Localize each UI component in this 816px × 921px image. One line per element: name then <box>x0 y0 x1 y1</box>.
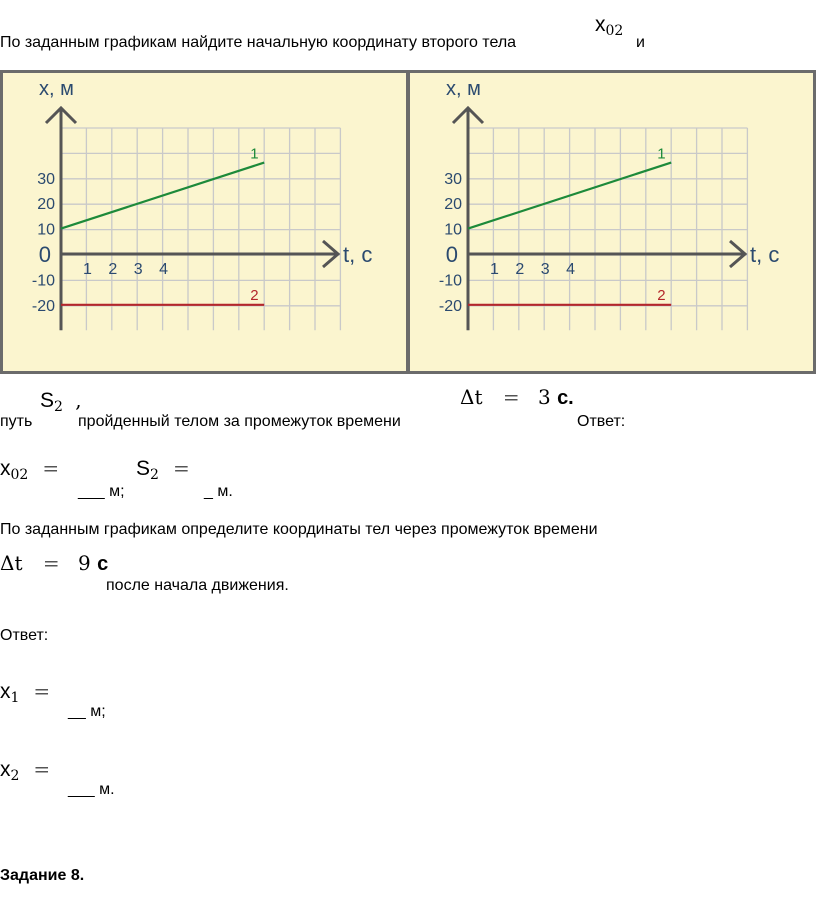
ans-s2-eq: = <box>172 456 190 480</box>
x-tick-label: 1 <box>82 261 92 278</box>
x-tick-label: 4 <box>159 261 169 278</box>
y-tick-label: 30 <box>444 170 462 188</box>
series-label-2: 2 <box>250 286 259 304</box>
x1-sub: 1 <box>10 690 20 706</box>
x1-formula <box>0 679 50 706</box>
path-text: пройденный телом за промежуток времени <box>78 413 401 430</box>
dt-symbol: Δt <box>460 385 483 409</box>
x2-blank[interactable]: ___ м. <box>68 781 115 798</box>
dt9-unit: с <box>97 553 109 575</box>
ans-x02-formula <box>0 456 59 483</box>
s2-formula <box>40 388 82 415</box>
x1-var: x <box>0 680 11 703</box>
x1-eq: = <box>33 679 51 703</box>
ans-s2-blank[interactable]: _ м. <box>204 483 233 500</box>
graph-left <box>3 73 406 371</box>
dt9-eq: = <box>42 551 60 575</box>
x-tick-label: 2 <box>108 261 118 278</box>
y-tick-label: -10 <box>438 272 462 290</box>
s2-var: S <box>40 389 55 412</box>
answer-label-1: Ответ: <box>577 413 626 430</box>
ans-s2-var: S <box>136 457 151 480</box>
dt9-formula <box>0 551 108 576</box>
ans-s2-sub: 2 <box>150 467 159 483</box>
ans-x02-blank[interactable]: ___ м; <box>78 483 125 500</box>
series-label-1: 1 <box>657 145 666 163</box>
next-question-line: По заданным графикам определите координаты тел через промежуток времени <box>0 521 598 538</box>
y-tick-label: 10 <box>444 221 462 239</box>
x2-formula <box>0 757 50 784</box>
and-word: и <box>636 34 645 51</box>
x02-var: x <box>595 13 606 36</box>
dt-formula <box>460 385 574 410</box>
y-tick-label: -10 <box>31 272 55 290</box>
x-axis-label: t, c <box>343 242 373 267</box>
x2-var: x <box>0 758 11 781</box>
y-tick-label: 10 <box>37 221 55 239</box>
y-axis-label: x, м <box>446 78 481 100</box>
y-axis-label: x, м <box>39 78 74 100</box>
series-label-1: 1 <box>250 145 259 163</box>
x-axis-label: t, c <box>750 242 780 267</box>
s2-sub: 2 <box>54 399 63 415</box>
series-label-2: 2 <box>657 286 666 304</box>
y-tick-label: 20 <box>444 196 462 214</box>
y-tick-label: 0 <box>38 242 51 267</box>
x-tick-label: 3 <box>540 261 550 278</box>
dt-eq: = <box>502 385 520 409</box>
task-question-line1: По заданным графикам найдите начальную координату второго тела <box>0 34 517 51</box>
dt-value: 3 <box>537 385 551 409</box>
x-tick-label: 2 <box>515 261 525 278</box>
x1-blank[interactable]: __ м; <box>68 703 106 720</box>
x2-eq: = <box>33 757 51 781</box>
task8-title: Задание 8. <box>0 867 85 884</box>
x-tick-label: 3 <box>133 261 143 278</box>
ans-s2-formula <box>136 456 190 483</box>
ans-x02-var: x <box>0 457 11 480</box>
x02-formula <box>595 12 623 39</box>
s2-comma: , <box>75 388 82 412</box>
y-tick-label: 0 <box>445 242 458 267</box>
ans-x02-sub: 02 <box>10 467 29 483</box>
put-word: путь <box>0 413 33 430</box>
x02-sub: 02 <box>605 23 624 39</box>
ans-x02-eq: = <box>42 456 60 480</box>
x-tick-label: 4 <box>566 261 576 278</box>
after-text: после начала движения. <box>106 577 289 594</box>
y-tick-label: 20 <box>37 196 55 214</box>
x-tick-label: 1 <box>489 261 499 278</box>
dt9-symbol: Δt <box>0 551 23 575</box>
y-tick-label: -20 <box>438 297 462 315</box>
x2-sub: 2 <box>10 768 20 784</box>
dt9-value: 9 <box>77 551 91 575</box>
y-tick-label: -20 <box>31 297 55 315</box>
answer-label-2: Ответ: <box>0 627 49 644</box>
graph-right <box>410 73 813 371</box>
dt-unit: с. <box>557 387 574 409</box>
y-tick-label: 30 <box>37 170 55 188</box>
